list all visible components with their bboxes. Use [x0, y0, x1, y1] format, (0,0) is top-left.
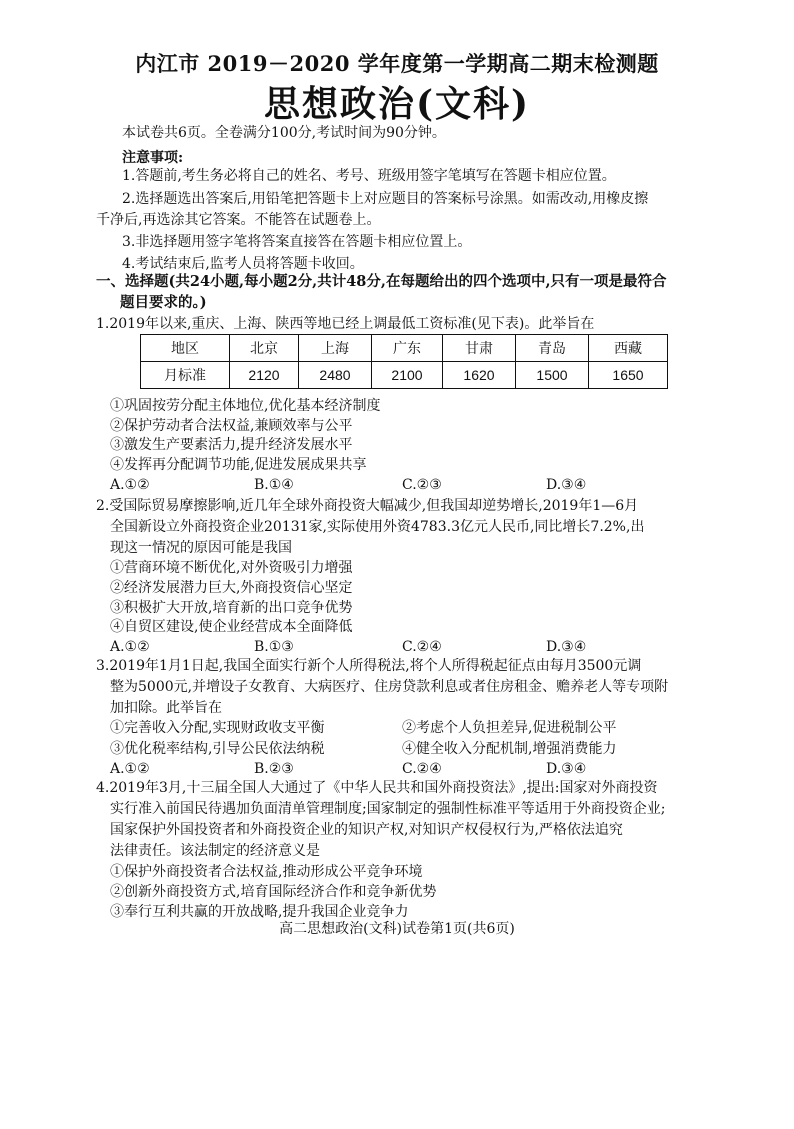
question-stem: 国家保护外国投资者和外商投资企业的知识产权,对知识产权侵权行为,严格依法追究 [110, 822, 623, 838]
note-item: 千净后,再选涂其它答案。不能答在试题卷上。 [96, 212, 381, 228]
section-heading-cont: 题目要求的。) [120, 294, 207, 311]
table-cell: 甘肃 [443, 335, 516, 362]
question-stem: 1.2019年以来,重庆、上海、陕西等地已经上调最低工资标准(见下表)。此举旨在 [96, 316, 595, 332]
statement-item: ④自贸区建设,使企业经营成本全面降低 [110, 619, 353, 635]
subject-title: 思想政治(文科) [263, 83, 531, 125]
statement-item: ②考虑个人负担差异,促进税制公平 [402, 720, 617, 736]
page-footer: 高二思想政治(文科)试卷第1页(共6页) [279, 921, 515, 937]
notes-heading: 注意事项: [122, 150, 184, 166]
table-cell: 西藏 [589, 335, 668, 362]
table-row [141, 362, 668, 389]
statement-item: ③奉行互利共赢的开放战略,提升我国企业竞争力 [110, 904, 409, 920]
note-item: 2.选择题选出答案后,用铅笔把答题卡上对应题目的答案标号涂黑。如需改动,用橡皮擦 [122, 191, 649, 207]
statement-item: ③激发生产要素活力,提升经济发展水平 [110, 437, 353, 453]
question-stem: 法律责任。该法制定的经济意义是 [110, 843, 320, 859]
question-stem: 现这一情况的原因可能是我国 [110, 540, 292, 556]
question-stem: 整为5000元,并增设子女教育、大病医疗、住房贷款利息或者住房租金、赡养老人等专项附 [110, 679, 669, 695]
table-cell: 1500 [516, 362, 589, 389]
note-item: 4.考试结束后,监考人员将答题卡收回。 [122, 256, 364, 272]
answer-choice: B.②③ [254, 761, 294, 777]
question-stem: 加扣除。此举旨在 [110, 700, 222, 716]
note-item: 3.非选择题用签字笔将答案直接答在答题卡相应位置上。 [122, 234, 472, 250]
table-cell: 月标准 [141, 362, 230, 389]
statement-item: ①完善收入分配,实现财政收支平衡 [110, 720, 325, 736]
statement-item: ②经济发展潜力巨大,外商投资信心坚定 [110, 580, 353, 596]
answer-choice: A.①② [110, 639, 150, 655]
question-stem: 4.2019年3月,十三届全国人大通过了《中华人民共和国外商投资法》,提出:国家对外商投资 [96, 780, 658, 796]
wage-table [140, 334, 668, 389]
note-item: 1.答题前,考生务必将自己的姓名、考号、班级用签字笔填写在答题卡相应位置。 [122, 168, 616, 184]
question-stem: 全国新设立外商投资企业20131家,实际使用外资4783.3亿元人民币,同比增长7.2%,出 [110, 519, 645, 535]
table-cell: 广东 [372, 335, 443, 362]
statement-item: ④发挥再分配调节功能,促进发展成果共享 [110, 457, 367, 473]
statement-item: ②创新外商投资方式,培育国际经济合作和竞争新优势 [110, 884, 437, 900]
table-cell: 2120 [230, 362, 299, 389]
answer-choice: C.②③ [402, 477, 442, 493]
answer-choice: B.①③ [254, 639, 294, 655]
statement-item: ④健全收入分配机制,增强消费能力 [402, 741, 617, 757]
question-stem: 2.受国际贸易摩擦影响,近几年全球外商投资大幅减少,但我国却逆势增长,2019年1—6月 [96, 498, 639, 514]
question-stem: 3.2019年1月1日起,我国全面实行新个人所得税法,将个人所得税起征点由每月3500元调 [96, 658, 642, 674]
table-cell: 1620 [443, 362, 516, 389]
answer-choice: A.①② [110, 477, 150, 493]
table-cell: 上海 [299, 335, 372, 362]
table-cell: 北京 [230, 335, 299, 362]
statement-item: ①保护外商投资者合法权益,推动形成公平竞争环境 [110, 864, 423, 880]
statement-item: ①巩固按劳分配主体地位,优化基本经济制度 [110, 398, 381, 414]
intro-text: 本试卷共6页。全卷满分100分,考试时间为90分钟。 [122, 125, 446, 141]
answer-choice: A.①② [110, 761, 150, 777]
table-cell: 2100 [372, 362, 443, 389]
answer-choice: B.①④ [254, 477, 294, 493]
table-header-row [141, 335, 668, 362]
answer-choice: D.③④ [546, 761, 587, 777]
answer-choice: C.②④ [402, 639, 442, 655]
table-cell: 2480 [299, 362, 372, 389]
answer-choice: C.②④ [402, 761, 442, 777]
answer-choice: D.③④ [546, 639, 587, 655]
table-cell: 1650 [589, 362, 668, 389]
statement-item: ①营商环境不断优化,对外资吸引力增强 [110, 560, 353, 576]
answer-choice: D.③④ [546, 477, 587, 493]
statement-item: ②保护劳动者合法权益,兼顾效率与公平 [110, 418, 353, 434]
question-stem: 实行准入前国民待遇加负面清单管理制度;国家制定的强制性标准平等适用于外商投资企业; [110, 801, 666, 817]
exam-title: 内江市 2019－2020 学年度第一学期高二期末检测题 [135, 51, 659, 76]
statement-item: ③积极扩大开放,培育新的出口竞争优势 [110, 600, 353, 616]
statement-item: ③优化税率结构,引导公民依法纳税 [110, 741, 325, 757]
table-cell: 地区 [141, 335, 230, 362]
table-cell: 青岛 [516, 335, 589, 362]
section-heading: 一、选择题(共24小题,每小题2分,共计48分,在每题给出的四个选项中,只有一项是最符合 [96, 273, 667, 290]
